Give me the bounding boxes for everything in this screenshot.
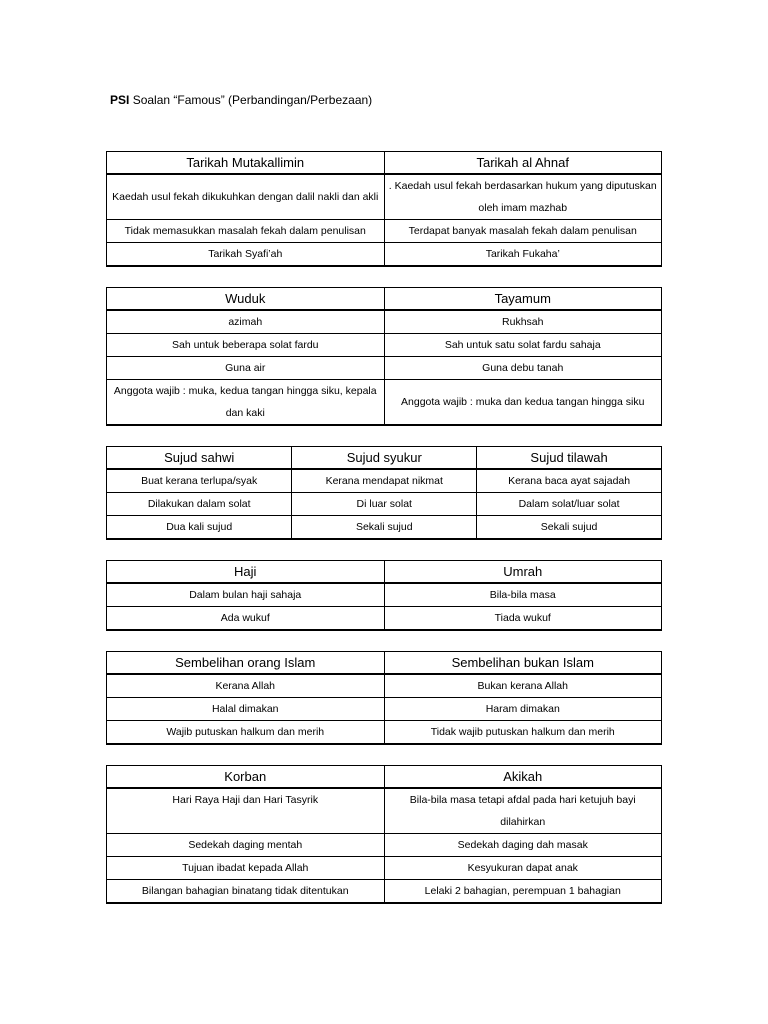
table-row	[107, 493, 662, 516]
table-cell: Bila-bila masa tetapi afdal pada hari ketujuh bayi dilahirkan	[384, 788, 662, 834]
table-row	[107, 788, 662, 834]
header-cell: Sembelihan orang Islam	[107, 652, 385, 675]
table-haji-umrah	[106, 560, 662, 631]
table-cell: Haram dimakan	[384, 698, 662, 721]
table-cell: Kaedah usul fekah dikukuhkan dengan dalil nakli dan akli	[107, 174, 385, 220]
table-header-row	[107, 152, 662, 175]
table-cell: Kesyukuran dapat anak	[384, 857, 662, 880]
table-row	[107, 516, 662, 540]
table-row	[107, 721, 662, 745]
table-korban-akikah	[106, 765, 662, 904]
table-cell: Terdapat banyak masalah fekah dalam penulisan	[384, 220, 662, 243]
header-cell: Tarikah al Ahnaf	[384, 152, 662, 175]
table-row	[107, 583, 662, 607]
table-cell: Sah untuk satu solat fardu sahaja	[384, 334, 662, 357]
table-row	[107, 857, 662, 880]
table-cell: Sekali sujud	[292, 516, 477, 540]
title-prefix: PSI	[110, 93, 130, 107]
table-cell: Rukhsah	[384, 310, 662, 334]
header-cell: Akikah	[384, 766, 662, 789]
table-cell: Di luar solat	[292, 493, 477, 516]
table-cell: Wajib putuskan halkum dan merih	[107, 721, 385, 745]
table-row	[107, 607, 662, 631]
table-cell: Sah untuk beberapa solat fardu	[107, 334, 385, 357]
table-cell: Anggota wajib : muka, kedua tangan hingga siku, kepala dan kaki	[107, 380, 385, 426]
header-cell: Sujud syukur	[292, 447, 477, 470]
table-row	[107, 243, 662, 267]
document-title	[110, 93, 372, 107]
table-cell: Kerana Allah	[107, 674, 385, 698]
table-header-row	[107, 766, 662, 789]
table-cell: Tarikah Syafi’ah	[107, 243, 385, 267]
header-cell: Sembelihan bukan Islam	[384, 652, 662, 675]
table-wuduk-tayamum	[106, 287, 662, 426]
table-cell: Tujuan ibadat kepada Allah	[107, 857, 385, 880]
table-cell: Buat kerana terlupa/syak	[107, 469, 292, 493]
table-row	[107, 880, 662, 904]
header-cell: Wuduk	[107, 288, 385, 311]
header-cell: Tarikah Mutakallimin	[107, 152, 385, 175]
table-cell: Dalam bulan haji sahaja	[107, 583, 385, 607]
table-cell: Tidak memasukkan masalah fekah dalam penulisan	[107, 220, 385, 243]
table-sujud	[106, 446, 662, 540]
table-cell: . Kaedah usul fekah berdasarkan hukum yang diputuskan oleh imam mazhab	[384, 174, 662, 220]
header-cell: Umrah	[384, 561, 662, 584]
table-cell: Hari Raya Haji dan Hari Tasyrik	[107, 788, 385, 834]
title-text: Soalan “Famous” (Perbandingan/Perbezaan)	[132, 93, 373, 107]
table-cell: Ada wukuf	[107, 607, 385, 631]
table-row	[107, 674, 662, 698]
table-row	[107, 220, 662, 243]
table-cell: Bukan kerana Allah	[384, 674, 662, 698]
table-header-row	[107, 652, 662, 675]
table-row	[107, 174, 662, 220]
table-cell: Sedekah daging dah masak	[384, 834, 662, 857]
table-row	[107, 698, 662, 721]
table-row	[107, 357, 662, 380]
table-sembelihan	[106, 651, 662, 745]
table-cell: Tiada wukuf	[384, 607, 662, 631]
table-cell: Sedekah daging mentah	[107, 834, 385, 857]
table-row	[107, 469, 662, 493]
header-cell: Sujud tilawah	[477, 447, 662, 470]
table-cell: Dua kali sujud	[107, 516, 292, 540]
table-cell: Kerana baca ayat sajadah	[477, 469, 662, 493]
header-cell: Sujud sahwi	[107, 447, 292, 470]
table-cell: Guna air	[107, 357, 385, 380]
table-cell: Dalam solat/luar solat	[477, 493, 662, 516]
table-header-row	[107, 561, 662, 584]
table-cell: Sekali sujud	[477, 516, 662, 540]
table-row	[107, 334, 662, 357]
table-cell: Bilangan bahagian binatang tidak ditentukan	[107, 880, 385, 904]
table-cell: Halal dimakan	[107, 698, 385, 721]
table-cell: Bila-bila masa	[384, 583, 662, 607]
table-header-row	[107, 447, 662, 470]
table-cell: Guna debu tanah	[384, 357, 662, 380]
table-row	[107, 380, 662, 426]
table-cell: Dilakukan dalam solat	[107, 493, 292, 516]
table-cell: Anggota wajib : muka dan kedua tangan hingga siku	[384, 380, 662, 426]
header-cell: Tayamum	[384, 288, 662, 311]
table-row	[107, 834, 662, 857]
table-cell: Lelaki 2 bahagian, perempuan 1 bahagian	[384, 880, 662, 904]
table-cell: azimah	[107, 310, 385, 334]
table-cell: Tarikah Fukaha’	[384, 243, 662, 267]
table-tarikah	[106, 151, 662, 267]
header-cell: Haji	[107, 561, 385, 584]
table-header-row	[107, 288, 662, 311]
table-cell: Kerana mendapat nikmat	[292, 469, 477, 493]
header-cell: Korban	[107, 766, 385, 789]
table-cell: Tidak wajib putuskan halkum dan merih	[384, 721, 662, 745]
table-row	[107, 310, 662, 334]
